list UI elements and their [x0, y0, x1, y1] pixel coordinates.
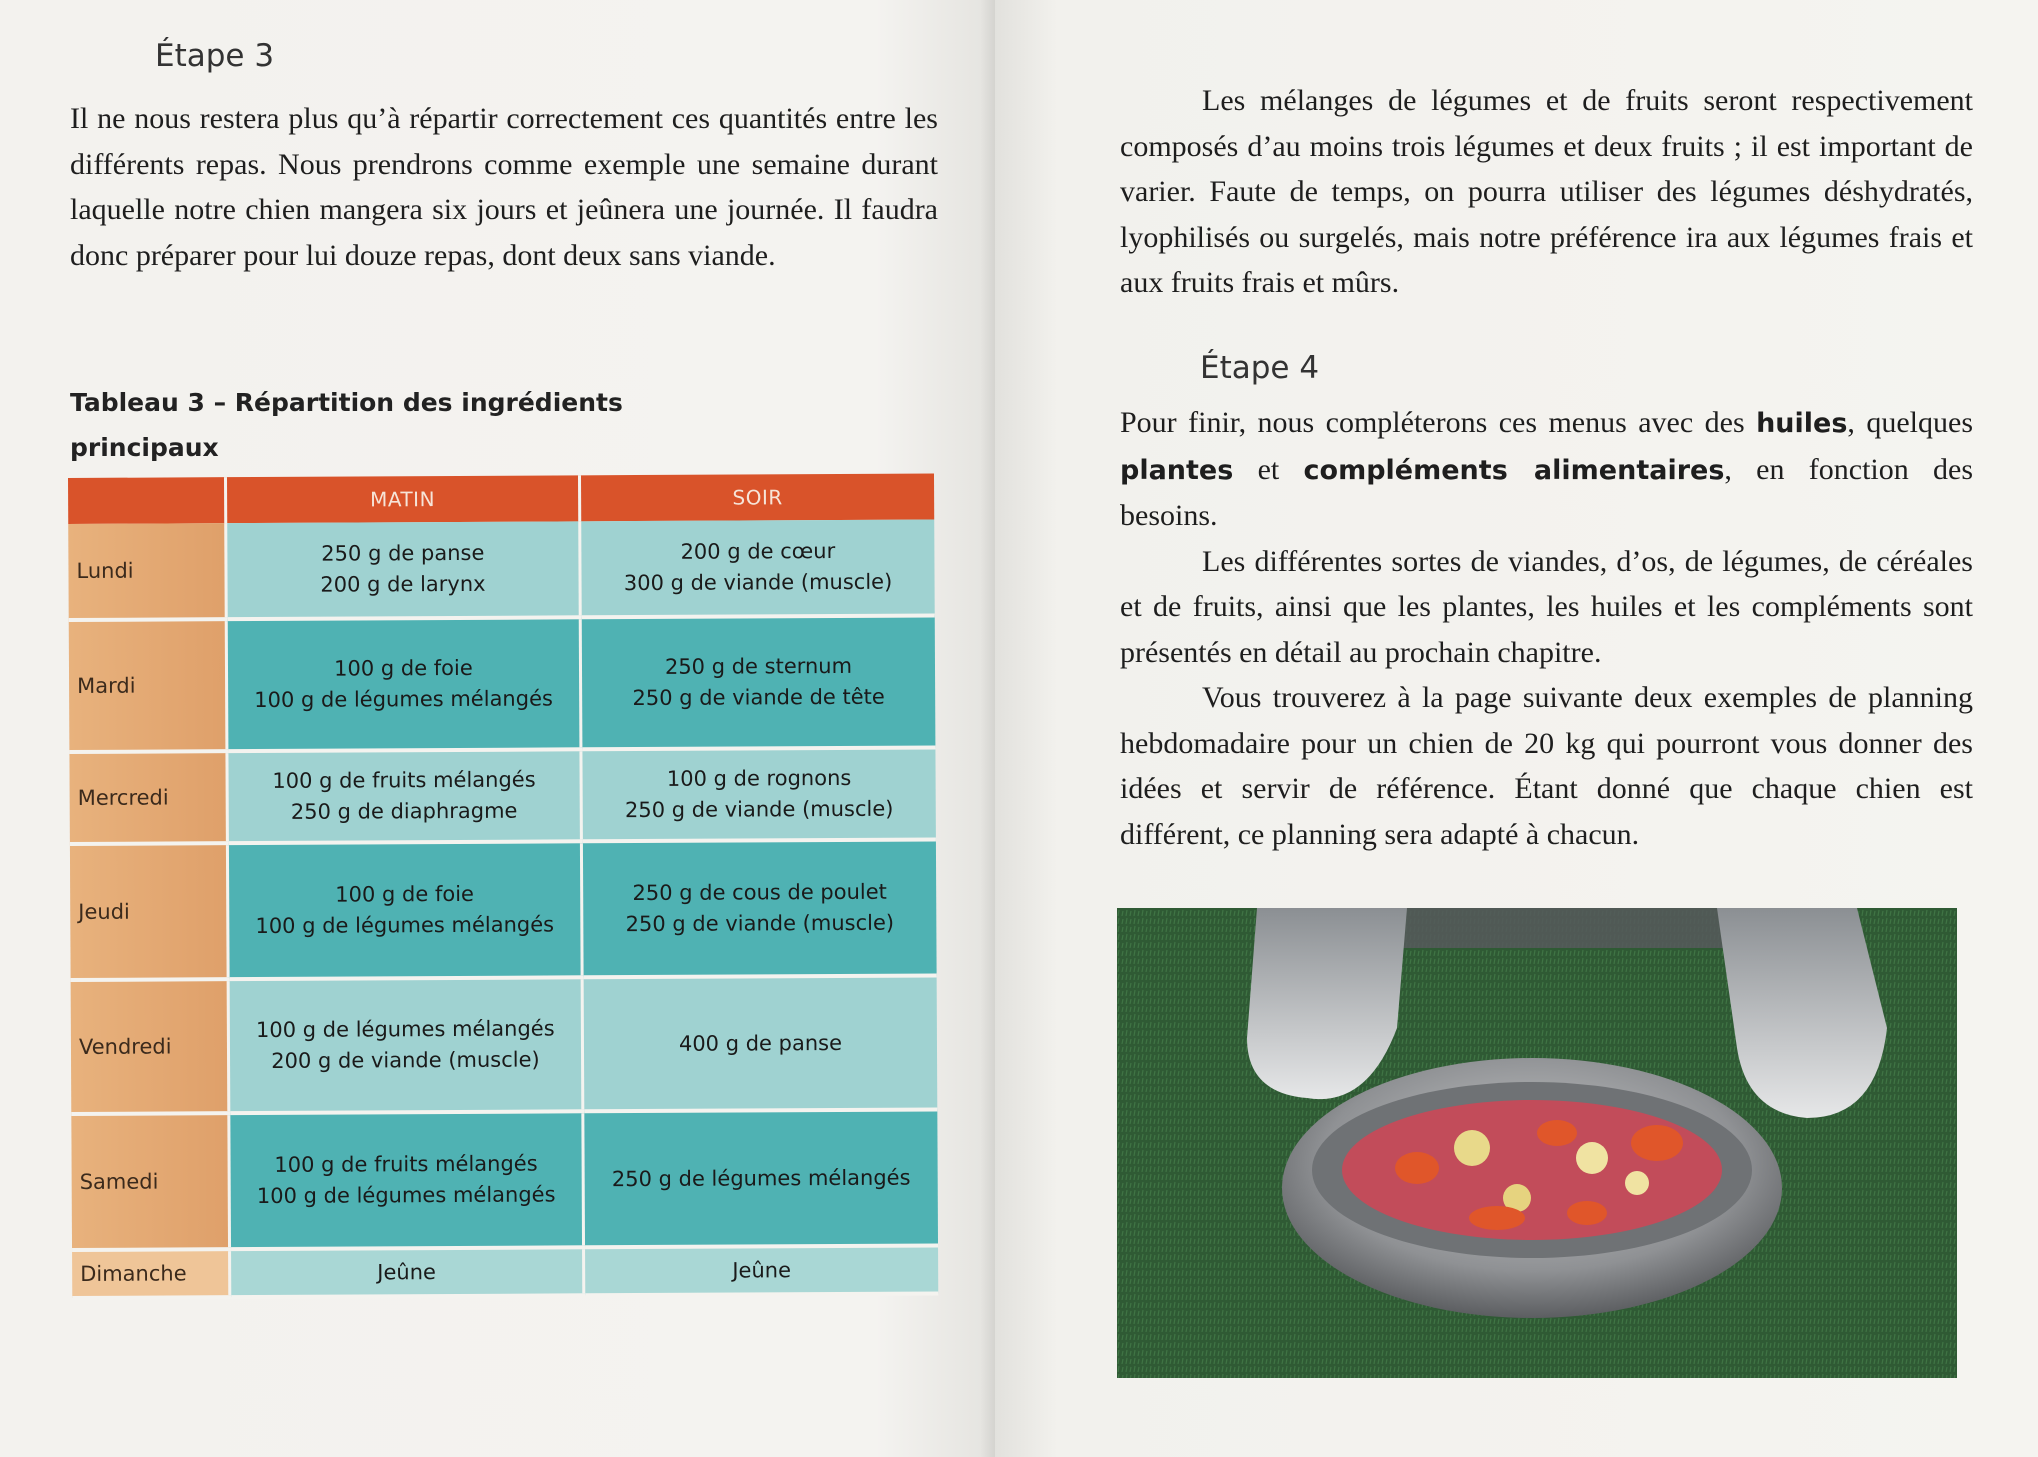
step-3-heading: Étape 3: [155, 38, 275, 74]
supplements-paragraph: [1120, 400, 1973, 539]
meal-line: 100 g de foie: [334, 655, 473, 681]
meal-line: Jeûne: [732, 1257, 792, 1283]
meal-line: 400 g de panse: [678, 1030, 843, 1056]
p2-bold-huiles: huiles: [1756, 408, 1848, 439]
header-soir: SOIR: [579, 473, 934, 521]
soir-cell: [581, 747, 936, 841]
meal-line: 250 g de légumes mélangés: [611, 1165, 911, 1191]
header-corner: [68, 477, 226, 524]
left-page: [0, 0, 995, 1457]
ingredients-detail-paragraph: Les différentes sortes de viandes, d’os, de légumes, de céréales et de fruits, ainsi que les plantes, les huiles et les compléments sont présentés en détail au prochain chapitre.: [1120, 544, 1973, 669]
day-cell: Lundi: [68, 523, 226, 620]
matin-cell: [227, 841, 582, 979]
day-cell: Dimanche: [72, 1249, 230, 1298]
header-matin: MATIN: [225, 475, 579, 523]
table-header-row: [68, 473, 934, 524]
table-caption-line-1: Tableau 3 – Répartition des ingrédients principaux: [70, 388, 623, 462]
matin-cell: [229, 1247, 583, 1297]
meal-line: 100 g de légumes mélangés: [256, 1182, 556, 1209]
dog-bowl-photo: [1117, 908, 1957, 1378]
p2-text-3: et: [1233, 452, 1304, 486]
meal-line: 100 g de légumes mélangés: [255, 912, 555, 939]
matin-cell: [226, 617, 581, 751]
p2-text-1: Pour finir, nous compléterons ces menus avec des: [1120, 406, 1757, 439]
step-4-heading: Étape 4: [1200, 350, 1320, 386]
meal-line: 250 g de diaphragme: [290, 798, 518, 824]
intro-paragraph: Il ne nous restera plus qu’à répartir correctement ces quantités entre les différents repas. Nous prendrons comme exemple une semaine durant laquelle notre chien mangera six jours et jeûnera une journée. Il faudra donc préparer pour lui douze repas, dont deux sans viande.: [70, 102, 938, 272]
p2-text-4: , en fonction des besoins.: [1120, 452, 1974, 532]
table-row: [69, 615, 936, 752]
meal-line: 250 g de sternum: [664, 653, 853, 679]
vegetables-fruits-paragraph: Les mélanges de légumes et de fruits seront respectivement composés d’au moins trois légumes et deux fruits ; il est important de varier. Faute de temps, on pourra utiliser des légumes déshydratés, lyophilisés ou surgelés, mais notre préférence ira aux légumes frais et aux fruits frais et mûrs.: [1120, 84, 1973, 299]
matin-cell: [226, 521, 581, 619]
meal-line: 200 g de cœur: [680, 538, 836, 564]
meal-line: 200 g de viande (muscle): [271, 1047, 540, 1073]
day-cell: Mercredi: [69, 751, 227, 844]
meal-line: 250 g de panse: [321, 540, 485, 566]
soir-cell: [583, 1109, 938, 1247]
p2-bold-plantes: plantes: [1120, 454, 1234, 486]
soir-cell: [580, 615, 935, 749]
meal-line: 100 g de rognons: [666, 765, 852, 791]
table-row: [71, 1109, 938, 1250]
step-3-intro: [70, 96, 938, 278]
meal-line: 300 g de viande (muscle): [623, 569, 893, 596]
meal-line: 100 g de foie: [335, 881, 474, 907]
meal-line: 250 g de viande (muscle): [624, 796, 894, 823]
day-cell: Vendredi: [71, 979, 229, 1114]
right-paragraphs-block: [1120, 400, 1973, 857]
day-cell: Jeudi: [70, 843, 228, 980]
matin-cell: [227, 749, 582, 843]
matin-cell: [229, 1111, 584, 1249]
table-row: [68, 519, 934, 620]
soir-cell: [582, 975, 937, 1111]
planning-paragraph: Vous trouverez à la page suivante deux exemples de planning hebdomadaire pour un chien de 20 kg qui pourront vous donner des idées et servir de référence. Étant donné que chaque chien est différent, ce planning sera adapté à chacun.: [1120, 681, 1973, 851]
meal-line: 100 g de fruits mélangés: [274, 1151, 538, 1177]
soir-cell: [580, 519, 935, 617]
table-row: [70, 839, 937, 980]
table-row: [72, 1245, 938, 1298]
meal-line: 200 g de larynx: [320, 571, 486, 597]
right-paragraph-1-block: [1120, 78, 1973, 306]
meal-line: 100 g de légumes mélangés: [255, 1016, 555, 1043]
meal-line: 250 g de viande (muscle): [625, 910, 895, 937]
soir-cell: [584, 1245, 939, 1295]
soir-cell: [581, 839, 936, 977]
table-row: [71, 975, 938, 1114]
day-cell: Mardi: [69, 619, 227, 752]
meal-line: Jeûne: [377, 1259, 436, 1284]
meal-line: 250 g de viande de tête: [632, 684, 885, 711]
meal-line: 250 g de cous de poulet: [632, 879, 887, 906]
day-cell: Samedi: [71, 1113, 229, 1250]
meal-distribution-table: [68, 473, 938, 1300]
meal-line: 100 g de fruits mélangés: [272, 767, 536, 793]
p2-bold-complements: compléments alimentaires: [1303, 454, 1725, 486]
meal-line: 100 g de légumes mélangés: [254, 686, 553, 713]
matin-cell: [228, 977, 583, 1113]
p2-text-2: , quelques: [1847, 406, 1974, 439]
table-row: [69, 747, 935, 844]
